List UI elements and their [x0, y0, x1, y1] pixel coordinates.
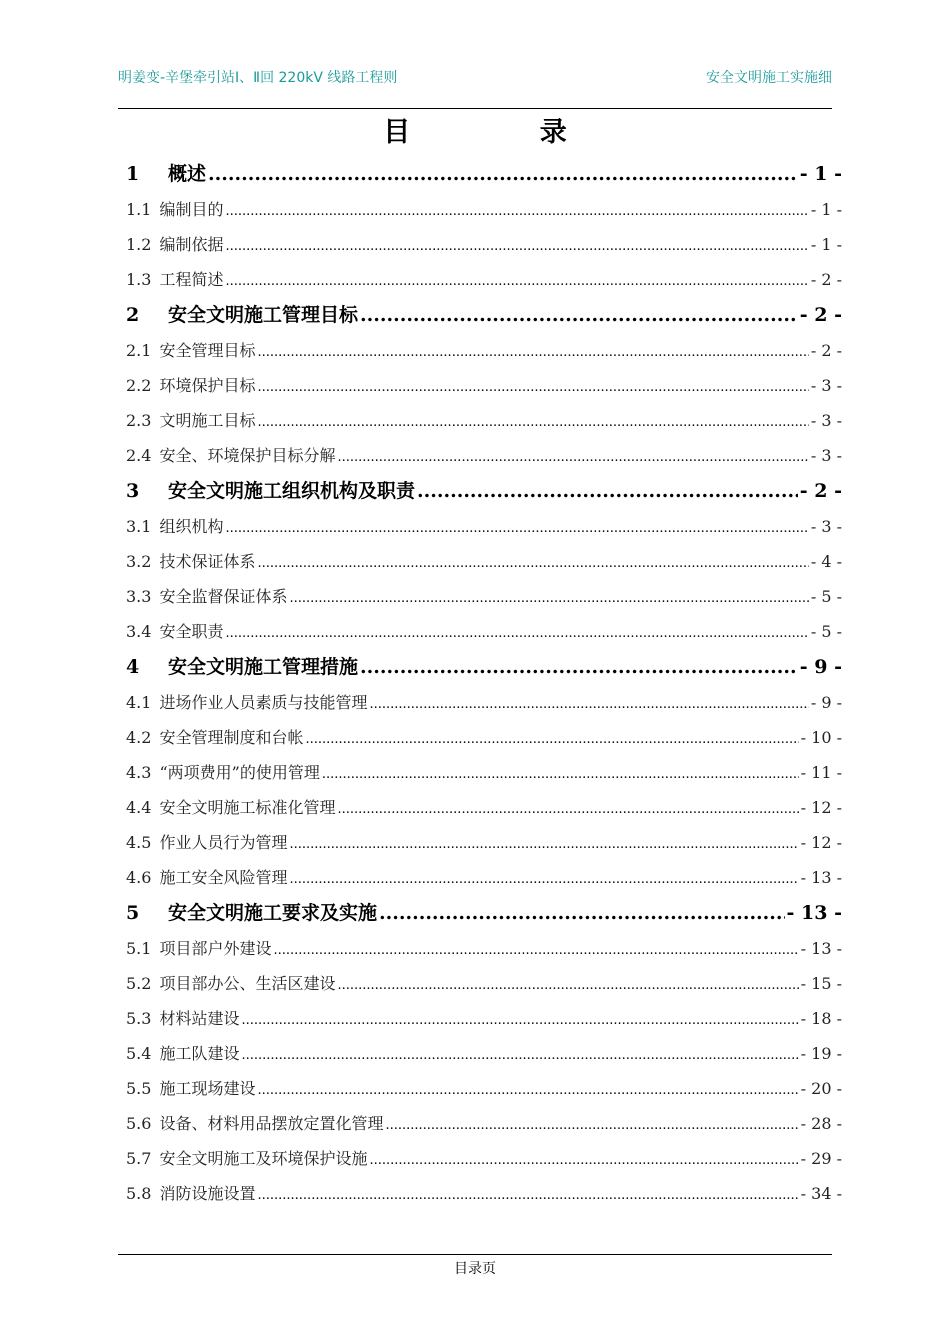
toc-entry-label: 施工现场建设 [159, 1079, 256, 1098]
toc-entry-number: 4.2 [126, 728, 152, 747]
toc-entry-number: 1.2 [126, 235, 152, 254]
toc-leader-dots [360, 297, 798, 333]
toc-entry-label: 技术保证体系 [159, 552, 256, 571]
toc-leader-dots [369, 1143, 798, 1176]
toc-section-entry[interactable] [126, 685, 842, 720]
toc-entry-page-number: - 18 - [800, 1009, 842, 1028]
toc-entry-label: 环境保护目标 [159, 376, 256, 395]
toc-entry-number: 2 [126, 304, 140, 326]
toc-entry-label: 设备、材料用品摆放定置化管理 [159, 1114, 384, 1133]
toc-entry-number: 4 [126, 656, 140, 678]
toc-entry-page-number: - 3 - [810, 446, 842, 465]
toc-leader-dots [225, 264, 808, 297]
toc-entry-page-number: - 13 - [800, 939, 842, 958]
toc-entry-number: 4.6 [126, 868, 152, 887]
toc-leader-dots [385, 1108, 798, 1141]
toc-section-entry[interactable] [126, 1001, 842, 1036]
table-of-contents [126, 156, 842, 1211]
toc-entry-label: 项目部办公、生活区建设 [159, 974, 336, 993]
toc-leader-dots [289, 827, 798, 860]
toc-entry-page-number: - 1 - [810, 200, 842, 219]
toc-entry-page-number: - 19 - [800, 1044, 842, 1063]
toc-entry-label: 作业人员行为管理 [159, 833, 288, 852]
toc-chapter-entry[interactable] [126, 297, 842, 333]
toc-entry-page-number: - 2 - [810, 270, 842, 289]
toc-entry-label: 组织机构 [159, 517, 224, 536]
toc-entry-label: 编制目的 [159, 200, 224, 219]
toc-section-entry[interactable] [126, 544, 842, 579]
toc-section-entry[interactable] [126, 1141, 842, 1176]
toc-entry-number: 2.2 [126, 376, 152, 395]
toc-entry-label: 编制依据 [159, 235, 224, 254]
toc-entry-number: 4.5 [126, 833, 152, 852]
toc-entry-number: 4.3 [126, 763, 152, 782]
header-doc-title: 安全文明施工实施细 [706, 70, 832, 86]
toc-entry-page-number: - 13 - [786, 902, 842, 924]
toc-entry-label: 安全、环境保护目标分解 [159, 446, 336, 465]
toc-leader-dots [241, 1038, 798, 1071]
toc-entry-label: 工程简述 [159, 270, 224, 289]
toc-chapter-entry[interactable] [126, 895, 842, 931]
toc-entry-label: 安全文明施工组织机构及职责 [168, 480, 416, 502]
toc-section-entry[interactable] [126, 1036, 842, 1071]
toc-leader-dots [337, 792, 798, 825]
toc-entry-page-number: - 5 - [810, 622, 842, 641]
toc-section-entry[interactable] [126, 931, 842, 966]
toc-entry-number: 3.3 [126, 587, 152, 606]
toc-entry-number: 2.1 [126, 341, 152, 360]
toc-entry-page-number: - 5 - [810, 587, 842, 606]
toc-section-entry[interactable] [126, 755, 842, 790]
toc-entry-page-number: - 2 - [799, 480, 842, 502]
toc-entry-number: 2.4 [126, 446, 152, 465]
toc-leader-dots [225, 511, 808, 544]
toc-entry-page-number: - 11 - [800, 763, 842, 782]
toc-section-entry[interactable] [126, 333, 842, 368]
toc-entry-number: 3.2 [126, 552, 152, 571]
toc-entry-label: 安全管理目标 [159, 341, 256, 360]
toc-entry-number: 5.7 [126, 1149, 152, 1168]
toc-leader-dots [208, 156, 798, 192]
toc-entry-page-number: - 3 - [810, 517, 842, 536]
toc-section-entry[interactable] [126, 509, 842, 544]
toc-entry-page-number: - 34 - [800, 1184, 842, 1203]
toc-entry-page-number: - 10 - [800, 728, 842, 747]
toc-entry-label: 安全文明施工及环境保护设施 [159, 1149, 368, 1168]
toc-chapter-entry[interactable] [126, 156, 842, 192]
toc-section-entry[interactable] [126, 403, 842, 438]
toc-entry-number: 5.1 [126, 939, 152, 958]
toc-entry-label: 材料站建设 [159, 1009, 240, 1028]
toc-entry-label: 消防设施设置 [159, 1184, 256, 1203]
toc-entry-number: 5.3 [126, 1009, 152, 1028]
page-footer: 目录页 [118, 1254, 832, 1279]
toc-entry-label: 进场作业人员素质与技能管理 [159, 693, 368, 712]
header-project-title: 明姜变-辛堡牵引站Ⅰ、Ⅱ回 220kV 线路工程则 [118, 70, 398, 86]
toc-leader-dots [360, 649, 798, 685]
toc-entry-number: 4.4 [126, 798, 152, 817]
toc-entry-number: 5.6 [126, 1114, 152, 1133]
toc-entry-page-number: - 12 - [800, 798, 842, 817]
toc-leader-dots [337, 968, 798, 1001]
toc-leader-dots [257, 1178, 798, 1211]
toc-leader-dots [225, 229, 808, 262]
toc-entry-page-number: - 20 - [800, 1079, 842, 1098]
toc-entry-page-number: - 15 - [800, 974, 842, 993]
toc-entry-page-number: - 4 - [810, 552, 842, 571]
toc-entry-page-number: - 2 - [810, 341, 842, 360]
toc-leader-dots [337, 440, 808, 473]
toc-leader-dots [305, 722, 798, 755]
toc-entry-page-number: - 28 - [800, 1114, 842, 1133]
toc-entry-page-number: - 3 - [810, 376, 842, 395]
toc-entry-number: 3.4 [126, 622, 152, 641]
toc-entry-page-number: - 13 - [800, 868, 842, 887]
toc-leader-dots [322, 757, 799, 790]
toc-entry-number: 1 [126, 163, 140, 185]
toc-entry-label: 项目部户外建设 [159, 939, 272, 958]
toc-entry-number: 2.3 [126, 411, 152, 430]
toc-entry-page-number: - 29 - [800, 1149, 842, 1168]
toc-entry-page-number: - 9 - [810, 693, 842, 712]
toc-section-entry[interactable] [126, 262, 842, 297]
toc-chapter-entry[interactable] [126, 649, 842, 685]
toc-entry-label: 安全文明施工要求及实施 [168, 902, 378, 924]
toc-section-entry[interactable] [126, 368, 842, 403]
toc-section-entry[interactable] [126, 614, 842, 649]
toc-section-entry[interactable] [126, 825, 842, 860]
toc-entry-label: 施工队建设 [159, 1044, 240, 1063]
toc-section-entry[interactable] [126, 438, 842, 473]
toc-entry-page-number: - 12 - [800, 833, 842, 852]
toc-leader-dots [225, 194, 808, 227]
toc-leader-dots [257, 405, 808, 438]
toc-leader-dots [273, 933, 798, 966]
toc-leader-dots [257, 1073, 798, 1106]
toc-section-entry[interactable] [126, 860, 842, 895]
toc-leader-dots [289, 581, 808, 614]
toc-leader-dots [225, 616, 808, 649]
toc-section-entry[interactable] [126, 1071, 842, 1106]
toc-leader-dots [369, 687, 808, 720]
toc-entry-number: 3.1 [126, 517, 152, 536]
toc-entry-page-number: - 2 - [799, 304, 842, 326]
toc-chapter-entry[interactable] [126, 473, 842, 509]
toc-entry-number: 5 [126, 902, 140, 924]
toc-entry-label: 安全职责 [159, 622, 224, 641]
toc-entry-number: 5.2 [126, 974, 152, 993]
toc-entry-page-number: - 1 - [810, 235, 842, 254]
toc-entry-label: 安全文明施工标准化管理 [159, 798, 336, 817]
toc-section-entry[interactable] [126, 1106, 842, 1141]
toc-section-entry[interactable] [126, 790, 842, 825]
toc-entry-number: 1.3 [126, 270, 152, 289]
toc-entry-label: “两项费用”的使用管理 [159, 763, 320, 782]
toc-section-entry[interactable] [126, 227, 842, 262]
toc-leader-dots [417, 473, 798, 509]
toc-entry-number: 3 [126, 480, 140, 502]
toc-entry-label: 概述 [168, 163, 207, 185]
toc-entry-page-number: - 9 - [799, 656, 842, 678]
toc-entry-number: 4.1 [126, 693, 152, 712]
toc-leader-dots [289, 862, 798, 895]
toc-entry-label: 安全监督保证体系 [159, 587, 288, 606]
toc-section-entry[interactable] [126, 192, 842, 227]
toc-leader-dots [257, 370, 808, 403]
toc-entry-label: 文明施工目标 [159, 411, 256, 430]
toc-section-entry[interactable] [126, 1176, 842, 1211]
toc-leader-dots [257, 335, 808, 368]
toc-entry-label: 安全文明施工管理措施 [168, 656, 359, 678]
toc-leader-dots [241, 1003, 798, 1036]
toc-leader-dots [257, 546, 808, 579]
toc-section-entry[interactable] [126, 720, 842, 755]
toc-section-entry[interactable] [126, 966, 842, 1001]
toc-entry-number: 1.1 [126, 200, 152, 219]
toc-entry-page-number: - 3 - [810, 411, 842, 430]
toc-entry-label: 安全文明施工管理目标 [168, 304, 359, 326]
toc-entry-label: 施工安全风险管理 [159, 868, 288, 887]
toc-entry-number: 5.5 [126, 1079, 152, 1098]
toc-title: 目 录 [383, 117, 627, 148]
toc-entry-label: 安全管理制度和台帐 [159, 728, 304, 747]
toc-entry-number: 5.8 [126, 1184, 152, 1203]
toc-entry-number: 5.4 [126, 1044, 152, 1063]
toc-leader-dots [379, 895, 785, 931]
page-header [118, 68, 832, 109]
toc-entry-page-number: - 1 - [799, 163, 842, 185]
toc-section-entry[interactable] [126, 579, 842, 614]
